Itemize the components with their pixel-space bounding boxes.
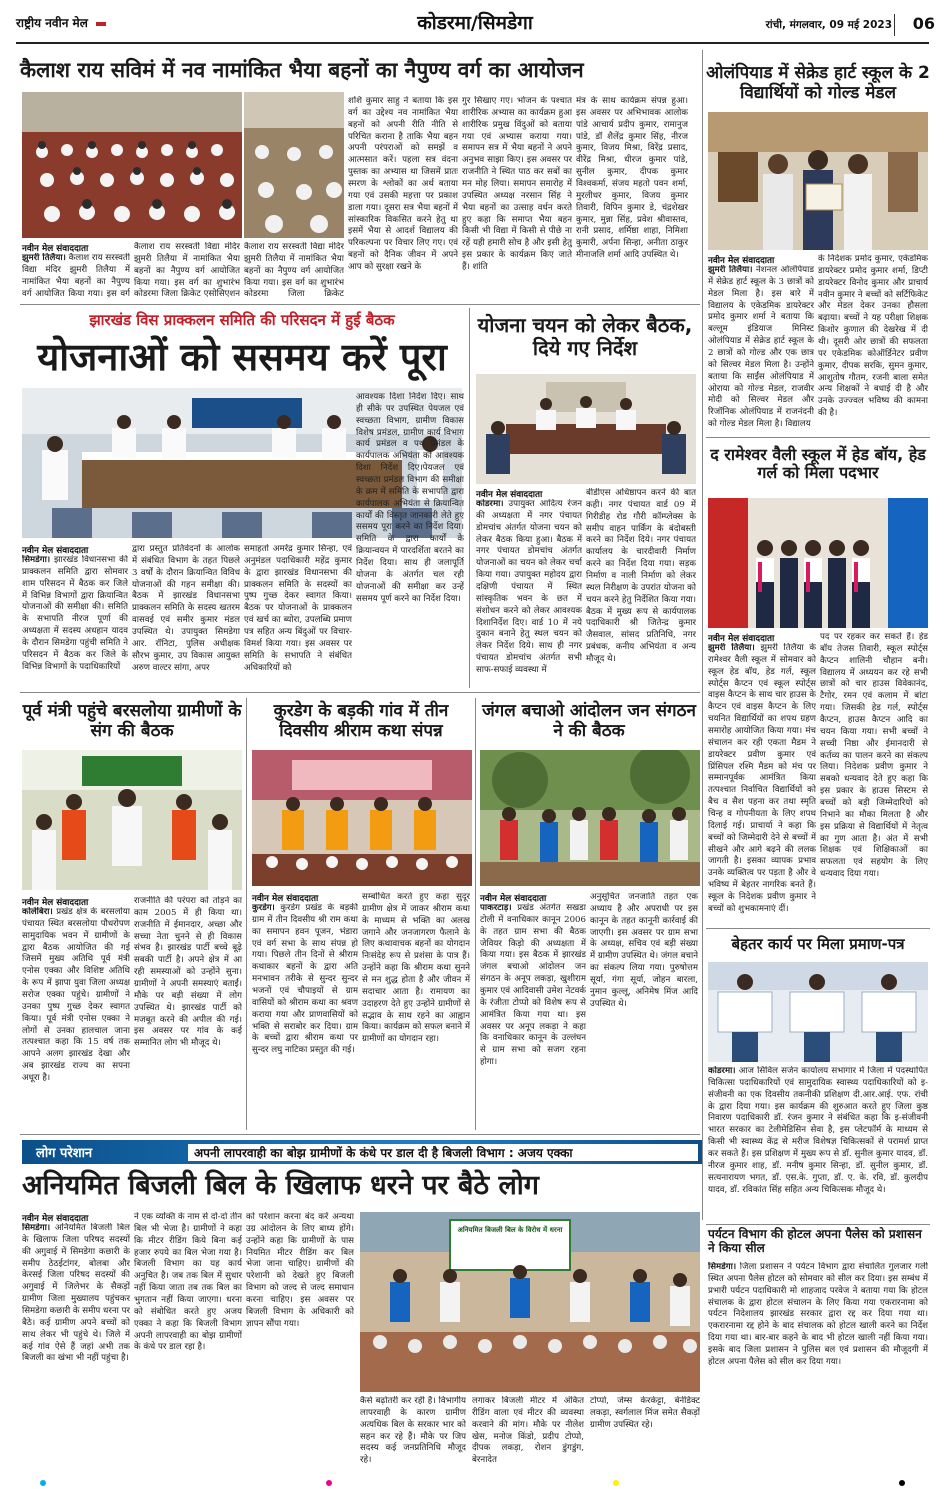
- story11-col3: को परेशान करना बंद करें अन्यथा उग्र आंदोलन के लिए बाध्य होंगे। उन्होंने कहा कि ग्रामीणों के पास नियमित मीटर रीडिंग कर बिल भेजा जाना चाहिए। ग्रामीणों की परेशानी को देखते हुए बिजली विभाग को जल्द से जल्द समाधान करना चाहिए। इस अवसर पर बिजली विभाग के अधिकारी को ज्ञापन सौंपा गया।: [246, 1212, 354, 1329]
- story10-text-1: जिला प्रशासन ने पर्यटन विभाग द्वारा संचालित गुलजार गली स्थित अपना पैलेस होटल को सोमवार को सील कर दिया। इस सम्बंध में प्रभारी पर्यटन पदाधिकारी मो शाहजाद परवेज ने बताया गया कि होटल संचालक के द्वारा होटल संचालन के लिए किया गया एकरारनामा को पर्यटन निदेशालय झारखंड सरकार द्वारा रद्द कर दिया गया था। एकरारनामा रद्द होने के बाद संचालक को होटल खाली करने का निर्देश दिया गया था। बार-बार कहने के बाद भी होटल खाली नहीं किया गया। इसके बाद जिला प्रशासन ने पुलिस बल एवं प्रशासन की मौजूदगी में होटल अपना पैलेस को सील कर दिया गया।: [708, 1262, 928, 1367]
- story2-col1: [708, 265, 814, 435]
- section-title: कोडरमा/सिमडेगा: [417, 12, 533, 34]
- story11-col1: [22, 1223, 130, 1477]
- page-number: 06: [912, 14, 935, 33]
- story3-text-1: झारखंड विधानसभा की प्राक्कलन समिति द्वारा सोमवार शाम परिसदन में बैठक कर जिले में विभिन्न विभागों द्वारा क्रियान्वित योजनाओं की समीक्षा की। समिति के सभापति नीरज पूर्णा की अध्यक्षता में सदस्य अधहान यादव के दौरान सिमडेगा पहुंची समिति ने परिसदन में बैठक कर जिले के विभिन्न विभागों के पदाधिकारियों: [22, 555, 128, 672]
- story6-byline: नवीन मेल संवाददाता: [22, 898, 89, 908]
- story3-headline: योजनाओं को ससमय करें पूरा: [37, 335, 447, 379]
- story2-photo: [708, 112, 928, 250]
- story4-col2: बीडीएस अधिष्ठापन करने की बात कही। नगर पंचायत वार्ड 09 में गिरीडीह रोड गौरी कॉम्प्लेक्स के समीप वाहन पार्किंग के बंदोबस्ती करने का निर्देश दिये। नगर पंचायत कार्यालय के चारदीवारी निर्माण करने का निर्देश दिया गया। सड़क निर्माण व नाली निर्माण को लेकर स्थल निरीक्षण के उपरांत योजना को चयन करने हेतु निर्देशित किया गया। बैठक में मुख्य रूप से कार्यपालक पदाधिकारी श्री जितेन्द्र कुमार जैसवाल, सांसद प्रतिनिधि, नगर प्रबंधक, कनीय अभियंता व अन्य मौजूद थे।: [586, 488, 696, 665]
- story5-dateline: झुमरी तिलैया।: [708, 643, 755, 653]
- story2-headline: ओलंपियाड में सेक्रेड हार्ट स्कूल के 2 विद्यार्थियों को गोल्ड मेडल: [706, 63, 930, 103]
- reg-mark-magenta: [326, 1480, 332, 1486]
- story11-text-1: अनियमित बिजली बिल के खिलाफ जिला परिषद सदस्यों की अगुवाई में सिमडेगा कछारी के समीप ठेठईटांगर, बोलबा और केरसई जिला परिषद सदस्यों की अगुवाई में जिलेभर के सैकड़ों ग्रामीण जिला मुख्यालय पहुंचकर सिमडेगा कछारी के समीप धरना पर बैठे। कई ग्रामीण अपने बच्चों को साथ लेकर भी पहुंचे थे। जिले में कई गांव ऐसे हैं जहां अभी तक बिजली का खंभा भी नहीं पहुंचा है।: [22, 1223, 130, 1364]
- story11-kicker: अपनी लापरवाही का बोझ ग्रामीणों के कंधे पर डाल दी है बिजली विभाग : अजय एक्का: [188, 1144, 698, 1161]
- story2-text-1: नेशनल ओलंपियाड में सेक्रेड हार्ट स्कूल के 3 छात्रों को मेडल मिला है। इस बारे में विद्यालय के एकेडमिक डायरेक्टर प्रमोद कुमार शर्मा ने बताया कि बल्लूम इंडियाज मिनिस्ट ओलंपियाड में सेक्रेड हार्ट स्कूल के 2 छात्रों को गोल्ड और एक छात्र को सिल्वर मेडल मिला है। उन्होंने बताया कि साईंस ओलंपियाड में ओराया को गोल्ड मेडल, राजवीर मोदी को सिल्वर मेडल और रिजॉनिक ओलंपियाड में राजनंदनी को गोल्ड मेडल मिला है। विद्यालय: [708, 265, 814, 430]
- story1-col6: मंत्र के साथ कार्यक्रम संपन्न हुआ। इस अवसर पर अभिभावक आलोक पांडे आचार्य प्रदीप कुमार, रामानुज पांडे, डॉ शैलेंद्र कुमार सिंह, नीरज कुमार, विजय मिश्रा, विरेंद्र प्रसाद, वीरेंद्र मिश्रा, धीरज कुमार पांडे, सुनील कुमार, दीपक कुमार विश्वकर्मा, संजय महतो पवन शर्मा, मुरलीधर कुमार, विजय कुमार तिवारी, विपिन कुमार डे, चंद्रशेखर कुमार, मुन्ना सिंह, प्रवेश श्रीवास्तव, रानी प्रसाद, शर्मिष्ठा शाहा, निमिशा कुमारी, अर्पना सिन्हा, अनीता ठाकुर मीनाजलि शर्मा आदि उपस्थित थे।: [576, 96, 688, 261]
- story10-col1: [708, 1262, 928, 1478]
- rule-story6-right: [246, 698, 247, 1130]
- story4-dateline: कोडरमा।: [476, 499, 504, 509]
- rule-story10-top: [706, 1224, 930, 1225]
- story6-text-1: प्रखंड क्षेत्र के बरसलोया पंचायत स्थित बरसलोया पौधरोपण सामुदायिक भवन में ग्रामीणों के द्वारा बैठक आयोजित की गई जिसमें मुख्य अतिथि पूर्व मंत्री एनोस एक्का और विशिष्ट अतिथि के रूप में झापा युवा जिला अध्यक्ष सरोज एक्का पहुंचे। ग्रामीणों ने उनका पुष्प गुच्छ देकर स्वागत किया। पूर्व मंत्री एनोस एक्का ने लोगों से उनका हालचाल जाना तत्पश्चात कहा कि 15 वर्ष तक आपने अलग झारखंड देखा और अब झारखंड राज्य का सपना अधूरा है।: [22, 907, 130, 1084]
- story4-headline: योजना चयन को लेकर बैठक, दिये गए निर्देश: [477, 313, 693, 360]
- rule-right-column: [702, 50, 703, 1220]
- story1-col4: शशि कुमार साहु ने बताया कि इस वर्ग का उद्देश्य नव नामांकित भैया बहनों को अपनी रीति नीति से परिचित कराना है ताकि भैया बहन अपनी परंपराओं को समझें व आत्मसात करें। पहला सत्र वंदना पुस्तक का अभ्यास था जिसमें प्रातः स्मरण के श्लोकों का अर्थ बताया गया एवं उसकी महत्ता पर प्रकाश डाला गया। दूसरा सत्र भैया बहनों में सांस्कारिक विकसित करने हेतु था इसमें भैया से आदर्श विद्यालय की परिकल्पना पर विचार लिए गए। एवं बहनों को दैनिक जीवन में अपने आप को सुरक्षा रखने के: [348, 96, 458, 273]
- story3-kicker: झारखंड विस प्राक्कलन समिति की परिसदन में हुई बैठक: [89, 311, 395, 329]
- page-header: [0, 0, 945, 42]
- story11-headline: अनियमित बिजली बिल के खिलाफ धरने पर बैठे लोग: [22, 1170, 539, 1201]
- rule-story7-right: [475, 698, 476, 1130]
- story1-headline: कैलाश राय सविमं में नव नामांकित भैया बहनों का नैपुण्य वर्ग का आयोजन: [20, 58, 584, 82]
- registration-marks: [40, 1480, 905, 1486]
- story1-col2: कैलाश राय सरस्वती विद्या मंदिर झुमरी तिलैया में नामांकित भैया बहनों का नैपुण्य वर्ग आयोजित किया गया। इस वर्ग का शुभारंभ कोडरमा जिला क्रिकेट एसोसिएशन: [134, 242, 240, 300]
- rule-mid: [20, 692, 700, 693]
- story11-photo-banner: अनियमित बिजली बिल के विरोध में धरना: [457, 1226, 563, 1234]
- story6-dateline: कोलेबिरा।: [22, 907, 53, 917]
- story1-photo-2: [244, 92, 344, 238]
- story5-col1: [708, 643, 816, 923]
- story5-byline: नवीन मेल संवाददाता: [708, 634, 775, 644]
- story11-col4: कैसे बढ़ोतरी कर रही है। विभागीय लापरवाही के कारण ग्रामीण अत्यधिक बिल के सरकार भार को सहन कर रहे हैं। मौके पर जिप सदस्य कई जनप्रतिनिधि मौजूद रहे।: [360, 1396, 466, 1466]
- story7-text-1: कुरडेग प्रखंड के बड़की ग्राम में तीन दिवसीय श्री राम कथा का समापन हवन पूजन, भंडारा एवं वर्ग सभा के साथ संपन्न हो गया। पिछले तीन दिनों से श्रीराम कथाकार बहनों के द्वारा अति मनभावन तरीके से सुन्दर सुन्दर भजनों एवं चौपाइयों से ग्राम वासियों को श्रीराम कथा का श्रवण कराया गया और प्राणवासियों को भक्ति से सराबोर कर दिया। ग्राम के बच्चों द्वारा श्रीराम कथा पर सुन्दर लघु नाटिका प्रस्तुत की गई।: [252, 903, 358, 1056]
- story11-tag: लोग परेशान: [36, 1146, 93, 1161]
- story10-dateline: सिमडेगा।: [708, 1262, 737, 1272]
- story3-dateline: सिमडेगा।: [22, 555, 51, 565]
- story11-col5: लगाकर बिजली मीटर में अंकित रीडिंग वाला एवं मीटर की व्यवस्था करवाने की मांग। मौके पर नीलेश खेस, मनोज किंडो, प्रदीप टोप्पो, दीपक लकड़ा, रोशन डुंगडुंग, बेरनादेत: [472, 1396, 584, 1466]
- reg-mark-cyan: [40, 1480, 46, 1486]
- story7-headline: कुरडेग के बड़की गांव में तीन दिवसीय श्रीराम कथा संपन्न: [273, 701, 449, 741]
- header-rule: [16, 42, 929, 44]
- rule-story5-bottom: [706, 928, 930, 929]
- story11-tag-banner: [22, 1140, 702, 1164]
- masthead-pen-icon: [96, 22, 106, 26]
- story1-byline: नवीन मेल संवाददाता: [22, 244, 89, 254]
- story7-photo: [252, 750, 472, 886]
- story5-photo: [708, 498, 928, 628]
- story9-col1: [708, 1066, 928, 1218]
- story2-col2: के निदेशक प्रमोद कुमार, एकेडमिक डायरेक्टर प्रमोद कुमार शर्मा, डिप्टी डायरेक्टर विनोद कुमार और प्राचार्य नवीन कुमार ने बच्चों को सर्टिफिकेट और मेडल देकर उनका हौसला बढ़ाया। बच्चों ने यह परीक्षा शिक्षक किशोर कुणाल की देखरेख में दी थी। दूसरी ओर छात्रों की सफलता पर एकेडमिक कोऑर्डिनेटर प्रवीण कुमार, दीपक सरकि, सुमन कुमार, आशुतोष गौतम, रजनी बाला समेत अन्य शिक्षकों ने बधाई दी है और उनके उज्ज्वल भविष्य की कामना की है।: [818, 254, 928, 419]
- story6-col1: [22, 907, 130, 1127]
- story8-byline: नवीन मेल संवाददाता: [480, 894, 547, 904]
- story8-col1: [480, 903, 586, 1129]
- story4-photo: [476, 374, 696, 484]
- header-divider: [894, 14, 895, 36]
- story7-byline: नवीन मेल संवाददाता: [252, 894, 319, 904]
- story3-col2: द्वारा प्रस्तुत प्रतिवेदनों के आलोक में संबंधित विभाग के तहत पिछले 3 वर्षों के दौरान क्रियान्वित विविध योजनाओं की गहन समीक्षा की। बैठक में झारखंड विधानसभा प्राक्कलन समिति के सदस्य खतरम वासवई एवं समीर कुमार मंडल उपस्थित थे। उपायुक्त सिमडेगा आर. रॉनिटा, पुलिस अधीक्षक सौरभ कुमार, उप विकास आयुक्त अरुण वाल्टर सांगा, अपर: [132, 544, 240, 673]
- story11-photo: [360, 1212, 700, 1392]
- story7-col2: सम्बोधित करते हुए कहा सुदूर ग्रामीण क्षेत्र में जाकर श्रीराम कथा के माध्यम से भक्ति का अलख जगाने और जनजागरण फैलाने के लिए कथावाचक बहनों का योगदान निःसंदेह रूप से प्रशंसा के पात्र हैं। उन्होंने कहा कि श्रीराम कथा सुनने से मन शुद्ध होता है और जीवन में सदाचार आता है। रामायण का उदाहरण देते हुए उन्होंने ग्रामीणों से सद्भाव के साथ रहने का आह्वान किया। कार्यक्रम को सफल बनाने में ग्रामीणों का योगदान रहा।: [362, 892, 470, 1045]
- rule-story11-top: [20, 1134, 700, 1135]
- story1-dateline: झुमरी तिलैया।: [22, 253, 66, 263]
- story2-dateline: झुमरी तिलैया।: [708, 265, 753, 275]
- story9-dateline: कोडरमा।: [708, 1066, 736, 1076]
- rule-story1-bottom: [20, 304, 700, 305]
- story11-byline: नवीन मेल संवाददाता: [22, 1214, 89, 1224]
- story11-col2: ने एक व्यक्ति के नाम से दो-दो तीन बिल भी भेजा है। ग्रामीणों ने कहा कि मीटर रीडिंग किये बिना कई हजार रुपये का बिल भेजा गया है। बिजली विभाग का यह कार्य अनुचित है। जब तक बिल में सुधार नहीं किया जाता तब तक बिल का भुगतान नहीं किया जाएगा। धरना को संबोधित करते हुए अजय एक्का ने कहा कि बिजली विभाग अपनी लापरवाही का बोझ ग्रामीणों के कंधे पर डाल रहा है।: [134, 1212, 242, 1353]
- rule-story3-right: [469, 308, 470, 688]
- story7-col1: [252, 903, 358, 1129]
- story9-photo: [708, 962, 928, 1062]
- story6-col2: राजनीति की परंपरा को तोड़ने का काम 2005 में ही किया था। राजनीति में ईमानदार, अच्छा और सच्चा नेता चुनने से ही विकास संभव है। झारखंड पार्टी बच्चे बूढ़े सबकी पार्टी है। अपने क्षेत्र में आ रही समस्याओं को उन्होंने सुना। ग्रामीणों ने अपनी समस्याएं बताईं। मौके पर बड़ी संख्या में लोग उपस्थित थे। झारखंड पार्टी को मजबूत करने की अपील की गई। इस अवसर पर गांव के कई सम्मानित लोग भी मौजूद थे।: [134, 896, 242, 1049]
- story3-col1: [22, 555, 128, 685]
- story6-headline: पूर्व मंत्री पहुंचे बरसलोया ग्रामीणों के संग की बैठक: [22, 701, 242, 741]
- story3-col3: समाहर्ता अमरेंद्र कुमार सिन्हा, एवं अनुमंडल पदाधिकारी महेंद्र कुमार के द्वारा झारखंड विधानसभा की प्राक्कलन समिति के सदस्यों का पुष्प गुच्छ देकर स्वागत किया।बैठक पर योजनाओं के प्राक्कलन एवं खर्च का ब्योरा, उपलब्धि प्रमाण पत्र सहित अन्य बिंदुओं पर विचार-विमर्श किया गया। इस अवसर पर समिति के सभापति ने संबंधित अधिकारियों को: [244, 544, 352, 673]
- story1-text-1: कैलाश राय सरस्वती विद्या मंदिर झुमरी तिलैया में नामांकित भैया बहनों का नैपुण्य वर्ग आयोजित किया गया। इस वर्ग: [22, 253, 130, 299]
- story1-col1: [22, 253, 130, 299]
- story8-dateline: पाकरटाड़।: [480, 903, 512, 913]
- masthead-logo: [16, 14, 106, 31]
- story4-byline: नवीन मेल संवाददाता: [476, 490, 543, 500]
- story11-dateline: सिमडेगा।: [22, 1223, 51, 1233]
- story5-headline: द रामेश्वर वैली स्कूल में हेड बॉय, हेड गर्ल को मिला पदभार: [710, 445, 926, 483]
- story3-byline: नवीन मेल संवाददाता: [22, 546, 89, 556]
- story11-col6: टोप्पो, जेम्स केरकेट्टा, बेनेडिक्ट लकड़ा, स्वर्गलाल मिंज समेत सैकड़ों ग्रामीण उपस्थित रहे।: [590, 1396, 700, 1430]
- story8-headline: जंगल बचाओ आंदोलन जन संगठन ने की बैठक: [482, 701, 696, 741]
- rule-story2-bottom: [706, 437, 930, 438]
- story4-col1: [476, 499, 582, 687]
- story1-col3: कैलाश राय सरस्वती विद्या मंदिर झुमरी तिलैया में नामांकित भैया बहनों का नैपुण्य वर्ग आयोजित किया गया। इस वर्ग का शुभारंभ कोडरमा जिला क्रिकेट: [244, 242, 344, 300]
- story8-photo: [480, 750, 700, 886]
- story6-photo: [22, 750, 242, 890]
- story3-col4: आवश्यक दिशा निर्देश दिए। साथ ही सीके पर उपस्थित पेयजल एवं स्वच्छता विभाग, ग्रामीण विकास विशेष प्रमंडल, ग्रामीण कार्य विभाग कार्य प्रमंडल व पथ प्रमंडल के कार्यपालक अभियंता को आवश्यक दिशा निर्देश दिए।पेयजल एवं स्वच्छता प्रमंडल विभाग की समीक्षा के क्रम में समिति के सभापति द्वारा कार्यपालक अभियंता से क्रियान्वित कार्यों की विस्तृत जानकारी लेते हुए ससमय पूरा करने का निर्देश दिया। समिति के द्वारा कार्यों के क्रियान्वयन में पारदर्शिता बरतने का निर्देश दिया। साथ ही जलापूर्ति योजना के अंतर्गत चल रही योजनाओं की समीक्षा कर उन्हें ससमय पूर्ण करने का निर्देश दिया।: [356, 392, 464, 604]
- story8-col2: अनुसूचित जनजाति तहत एक अध्याय है और अपराधी पर इस कानून के तहत कानूनी कार्रवाई की जाएगी। इस अवसर पर ग्राम सभा के अध्यक्ष, सचिव एवं बड़ी संख्या में ग्रामीण उपस्थित थे। जंगल बचाने का संकल्प लिया गया। पुरुषोत्तम सूर्या, गंगा सूर्या, जोहन बारला, नुमान कुल्लू, अनिमेष मिंज आदि उपस्थित थे।: [590, 892, 698, 1009]
- story5-text-1: झुमरी तिलैया के रामेश्वर वैली स्कूल में सोमवार को स्कूल हेड बॉय, हेड गर्ल, स्कूल स्पोर्ट्स कैप्टन एवं स्कूल स्पोर्ट्स वाइस कैप्टन के साथ चार हाउस के कैप्टन एवं वाइस कैप्टन के लिए चयनित विद्यार्थियों का शपथ ग्रहण समारोह आयोजित किया गया। मंच संचालन कर रही एकता मैडम ने डायरेक्टर प्रवीण कुमार एवं प्रिंसिपल रश्मि मैडम को मंच पर सम्मानपूर्वक आमंत्रित किया तत्पश्चात निर्वाचित विद्यार्थियों को बैच व सैश पहना कर तथा स्मृति चिन्ह व गोपनीयता के लिए शपथ दिलाई गई। प्राचार्या ने कहा कि बच्चों को जिम्मेदारी देने से बच्चों में सीखने और आगे बढ़ने की ललक जागती है। इसका व्यापक प्रभाव उनके व्यक्तित्व पर पड़ता है और वे भविष्य में बेहतर नागरिक बनते हैं। स्कूल के निदेशक प्रवीण कुमार ने बच्चों को शुभकामनाएं दीं।: [708, 643, 816, 914]
- story4-text-1: उपायुक्त आदित्य रंजन की अध्यक्षता में नगर पंचायत डोमचांच अंतर्गत योजना चयन को लेकर बैठक किया हुआ। बैठक में नगर पंचायत डोमचांच अंतर्गत योजनाओं का चयन को लेकर चर्चा किया गया। उपायुक्त महोदय द्वारा दक्षिणी पंचायत में स्थित सांस्कृतिक भवन के छत में संशोधन करने को लेकर आवश्यक दिशानिर्देश दिए। वार्ड 10 में नये दुकान बनाने हेतु स्थल चयन को लेकर निर्देश दिये। साथ ही नगर पंचायत डोमचांच अंतर्गत सभी साफ-सफाई व्यवस्था में: [476, 499, 582, 676]
- reg-mark-yellow: [613, 1480, 619, 1486]
- story9-text-1: आज सिविल सर्जन कार्यालय सभागार में जिला में पदस्थापित चिकित्सा पदाधिकारियों एवं सामुदायिक स्वास्थ्य पदाधिकारियों को इ-संजीवनी का एक दिवसीय तकनीकी प्रशिक्षण दी.आर.आई. एफ. रांची के द्वारा दिया गया। इस कार्यक्रम की शुरुआत करते हुए जिला कुष्ठ निवारण पदाधिकारी डॉ. रंजन कुमार ने संबंधित कहा कि इ-संजीवनी भारत सरकार का टेलीमेडिसिन सेवा है, इस प्लेटफॉर्म के माध्यम से किसी भी स्वास्थ्य केंद्र से मरीज विशेषज्ञ चिकित्सकों से परामर्श प्राप्त कर सकते हैं। इस प्रशिक्षण में मुख्य रूप से डॉ. सुनील कुमार यादव, डॉ. नीरज कुमार शाह, डॉ. मनीष कुमार सिन्हा, डॉ. सुनील कुमार, डॉ. सत्यनारायण भगत, डॉ. एस.के. गुप्ता, डॉ. ए. के. रवि, डॉ. कुलदीप यादव, डॉ. रविकांत सिंह सहित अन्य चिकित्सक मौजूद थे।: [708, 1066, 928, 1195]
- place-date: रांची, मंगलवार, 09 मई 2023: [765, 19, 892, 31]
- story8-text-1: प्रखंड अंतर्गत सखडा टोली में वनाधिकार कानून 2006 के तहत ग्राम सभा की बैठक जेवियर किड़ो की अध्यक्षता में किया गया। इस बैठक में झारखंड जंगल बचाओ आंदोलन जन संगठन के अनूप लकड़ा, खुशीराम कुमार एवं आदिवासी उमेश नेटवर्क के रंजीता टोप्पो को विशेष रूप से आमंत्रित किया गया था। इस अवसर पर अनूप लकड़ा ने कहा कि वनाधिकार कानून के उल्लंघन से ग्राम सभा को सजग रहना होगा।: [480, 903, 586, 1068]
- story1-photo: [22, 92, 242, 238]
- story10-headline: पर्यटन विभाग की होटल अपना पैलेस को प्रशासन ने किया सील: [708, 1227, 922, 1255]
- story1-col5: गुर सिखाए गए। भोजन के पश्चात शारीरिक अभ्यास का कार्यक्रम हुआ शारीरिक प्रमुख विंदुओं को बताया गया एवं अभ्यास कराया गया। समापन सत्र में भैया बहनों ने अपने अनुभव साझा किए। इस अवसर पर राजनीति ने स्थित पाठ कर सबों का मन मोह लिया। समापन समारोह में उपस्थित अध्यक्ष नरसान सिंह ने भैया बहनों का उत्साह वर्धन करते हुए कहा कि समाप्त भैया बहन किसी भी विद्या में किसी से पीछे ना रहें यही हमारी सोच है और इसी हेतु इस प्रकार के कार्यक्रम किए जाते हैं। शांति: [462, 96, 572, 273]
- story7-dateline: कुरडेग।: [252, 903, 275, 913]
- reg-mark-black: [899, 1480, 905, 1486]
- story5-col2: पद पर रहकर कर सकते हैं। हेड बॉय तेजस तिवारी, स्कूल स्पोर्ट्स कैप्टन शालिनी चौहान बनी। विद्यालय में अध्ययन कर रहे सभी छात्रों को चार हाउस विवेकानंद, टैगोर, रमन एवं कलाम में बांटा गया। जिसकी हेड गर्ल, स्पोर्ट्स कैप्टन, हाउस कैप्टन आदि का चयन किया गया। सभी बच्चों ने सच्ची निष्ठा और ईमानदारी से कर्तव्य का पालन करने का संकल्प लिया। निदेशक प्रवीण कुमार ने सबको धन्यवाद देते हुए कहा कि इस प्रकार के हाउस सिस्टम से बच्चों को बड़ी जिम्मेदारियों को निभाने का मौका मिलता है और इस प्रक्रिया से विद्यार्थियों में नेतृत्व का गुण आता है। अंत में सभी शिक्षक एवं शिक्षिकाओं का सफलता एवं सहयोग के लिए धन्यवाद दिया गया।: [820, 632, 928, 880]
- masthead-text: राष्ट्रीय नवीन मेल: [16, 16, 88, 30]
- story2-byline: नवीन मेल संवाददाता: [708, 256, 775, 266]
- story9-headline: बेहतर कार्य पर मिला प्रमाण-पत्र: [731, 935, 905, 953]
